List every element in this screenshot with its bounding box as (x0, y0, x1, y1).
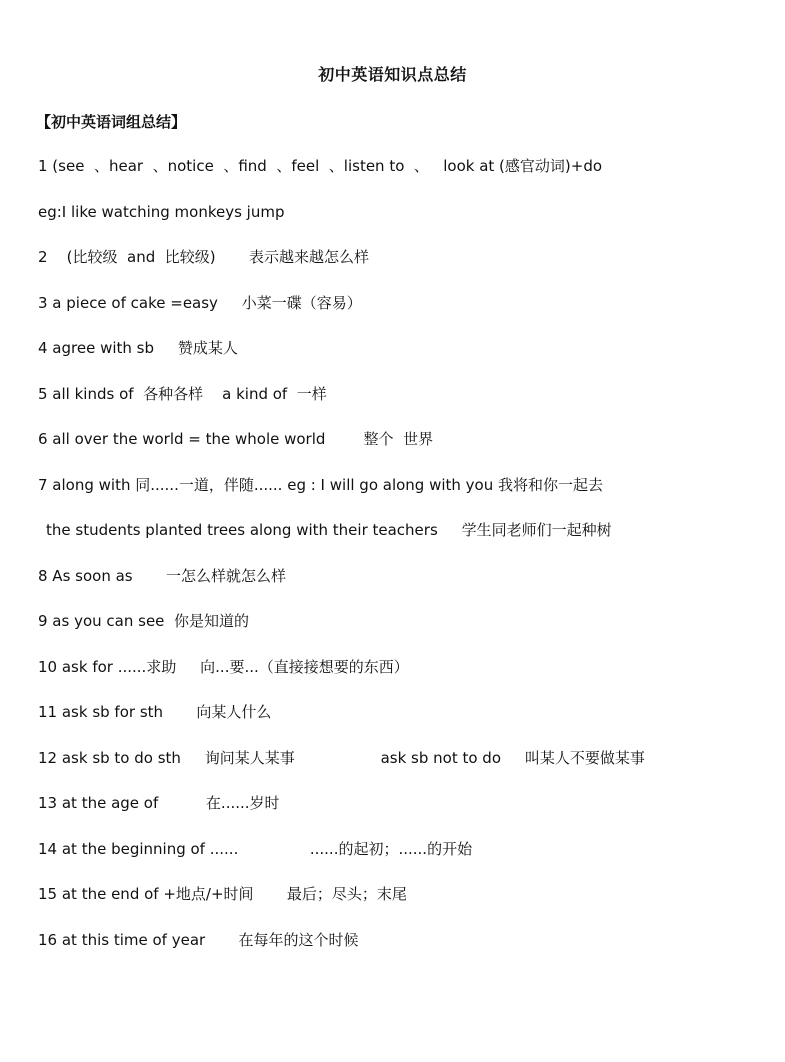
phrase-list (38, 155, 758, 974)
phrase-line: 16 at this time of year 在每年的这个时候 (38, 930, 359, 949)
phrase-line: 15 at the end of +地点/+时间 最后；尽头；末尾 (38, 885, 407, 903)
phrase-line: 8 As soon as 一怎么样就怎么样 (38, 566, 286, 585)
phrase-line: 14 at the beginning of ...... ......的起初；......的开始 (38, 839, 473, 858)
phrase-line: 2 (比较级 and 比较级) 表示越来越怎么样 (38, 248, 369, 266)
phrase-line: 11 ask sb for sth 向某人什么 (38, 703, 272, 721)
phrase-line: 13 at the age of 在......岁时 (38, 794, 280, 812)
phrase-line: 10 ask for ......求助 向...要...（直接接想要的东西） (38, 657, 409, 676)
phrase-line: 6 all over the world = the whole world 整个 世界 (38, 430, 434, 448)
phrase-line: 1 (see 、hear 、notice 、find 、feel 、listen to 、 look at (感官动词)+do (38, 157, 603, 175)
phrase-line: eg:I like watching monkeys jump (38, 202, 285, 221)
phrase-line: 5 all kinds of 各种各样 a kind of 一样 (38, 384, 327, 403)
phrase-line: the students planted trees along with their teachers 学生同老师们一起种树 (46, 521, 612, 539)
phrase-line: 9 as you can see 你是知道的 (38, 612, 249, 630)
document-title: 初中英语知识点总结 (318, 65, 467, 84)
phrase-line: 12 ask sb to do sth 询问某人某事 ask sb not to do 叫某人不要做某事 (38, 748, 645, 767)
phrase-line: 4 agree with sb 赞成某人 (38, 339, 238, 357)
phrase-line: 7 along with 同......一道，伴随...... eg : I will go along with you 我将和你一起去 (38, 475, 604, 494)
phrase-line: 3 a piece of cake =easy 小菜一碟（容易） (38, 293, 362, 312)
section-heading: 【初中英语词组总结】 (36, 113, 187, 131)
